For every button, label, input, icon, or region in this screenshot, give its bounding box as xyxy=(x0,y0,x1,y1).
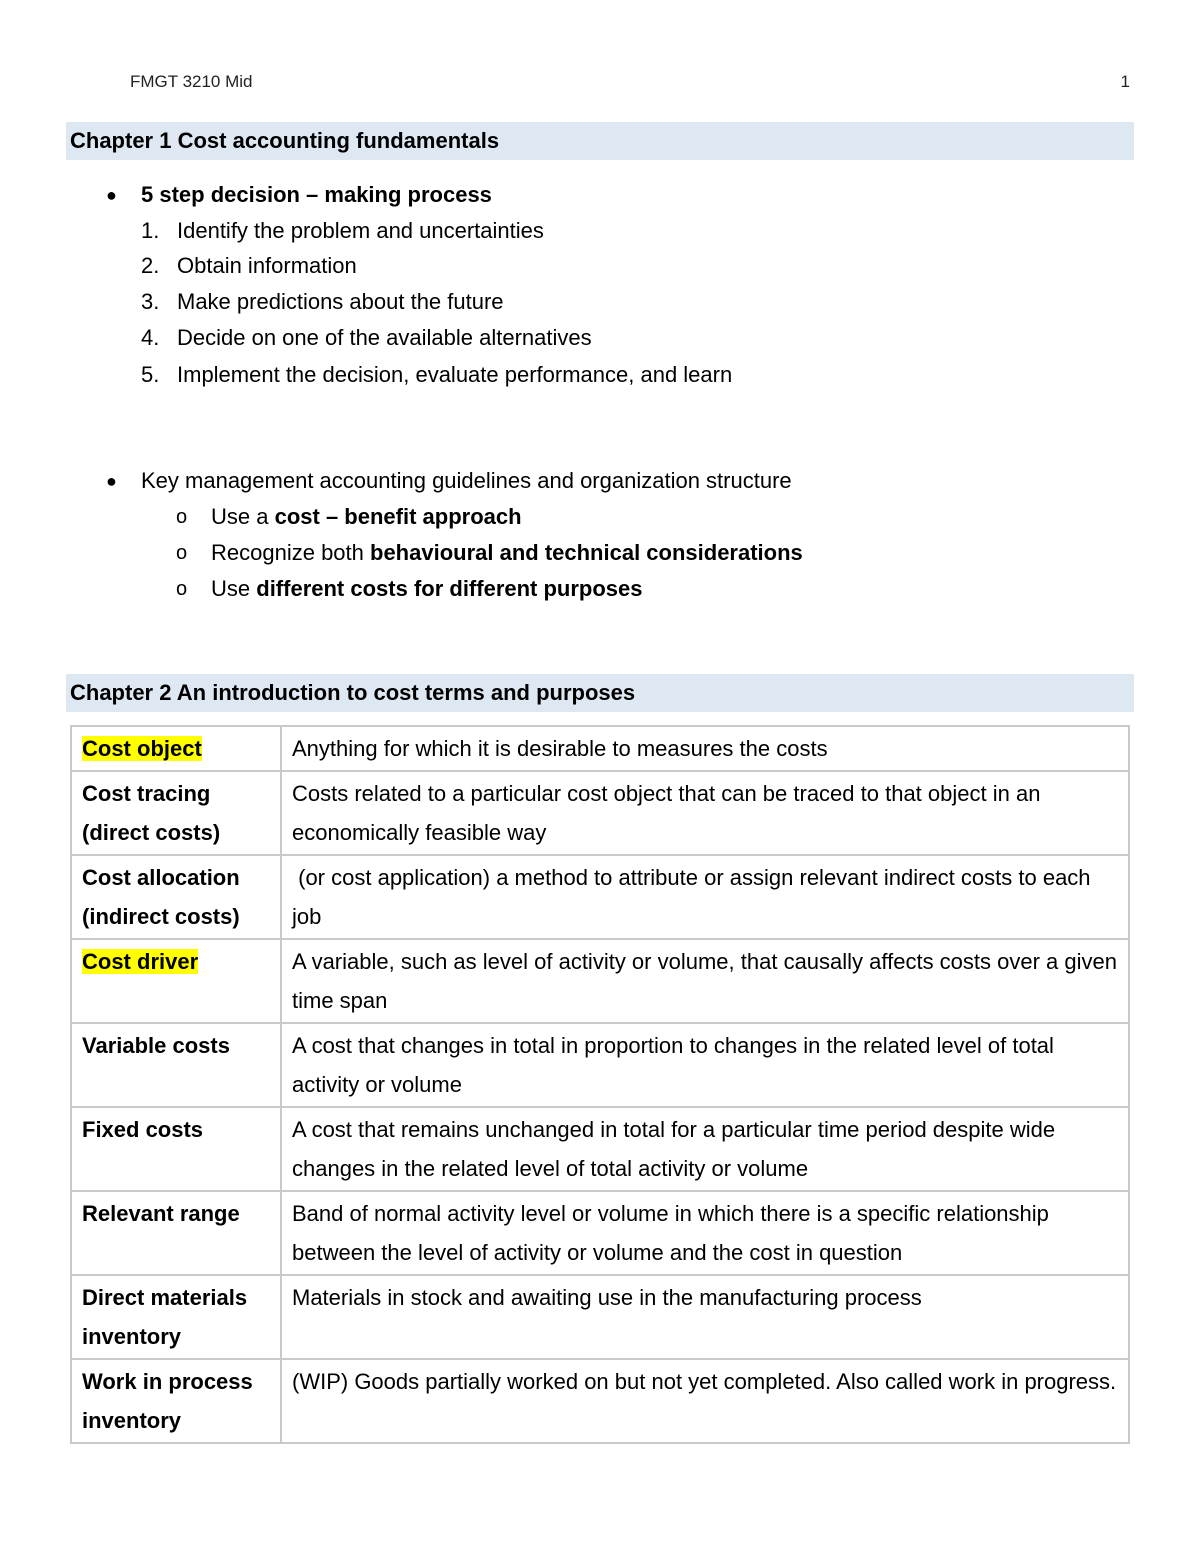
term-label: Cost object xyxy=(82,736,202,761)
step-number: 1. xyxy=(141,218,160,243)
bullet-icon: ● xyxy=(106,185,117,205)
cost-terms-table xyxy=(70,725,1130,1444)
term-cell: Variable costs xyxy=(71,1023,281,1107)
guideline-prefix: Use a xyxy=(211,504,275,529)
table-row xyxy=(71,771,1129,855)
guideline-bold: cost – benefit approach xyxy=(274,504,522,529)
guideline-item xyxy=(211,538,803,568)
guideline-bold: behavioural and technical considerations xyxy=(370,540,803,565)
table-row xyxy=(71,1359,1129,1443)
table-row xyxy=(71,1023,1129,1107)
step-number: 5. xyxy=(141,362,160,387)
term-cell: Fixed costs xyxy=(71,1107,281,1191)
process-title: 5 step decision – making process xyxy=(141,182,492,207)
definition-cell: Anything for which it is desirable to measures the costs xyxy=(281,726,1129,771)
page-header xyxy=(130,72,1130,98)
term-cell xyxy=(71,726,281,771)
guideline-item xyxy=(211,502,522,532)
term-cell: Work in process inventory xyxy=(71,1359,281,1443)
table-row xyxy=(71,1275,1129,1359)
guideline-item xyxy=(211,574,643,604)
term-cell: Cost tracing (direct costs) xyxy=(71,771,281,855)
bullet-icon: ● xyxy=(106,471,117,491)
term-cell: Relevant range xyxy=(71,1191,281,1275)
term-cell: Cost allocation (indirect costs) xyxy=(71,855,281,939)
guideline-prefix: Recognize both xyxy=(211,540,370,565)
process-step: Identify the problem and uncertainties xyxy=(177,218,544,243)
chapter-2-heading: Chapter 2 An introduction to cost terms and purposes xyxy=(66,674,1134,712)
step-number: 3. xyxy=(141,289,160,314)
step-number: 4. xyxy=(141,325,160,350)
process-step: Make predictions about the future xyxy=(177,289,504,314)
circle-bullet-icon: o xyxy=(176,578,188,600)
definition-cell: Materials in stock and awaiting use in the manufacturing process xyxy=(281,1275,1129,1359)
header-title: FMGT 3210 Mid xyxy=(130,72,253,91)
table-row xyxy=(71,726,1129,771)
page-number: 1 xyxy=(1120,72,1130,91)
process-step: Decide on one of the available alternatives xyxy=(177,325,592,350)
process-step: Obtain information xyxy=(177,253,357,278)
definition-cell: Costs related to a particular cost object that can be traced to that object in an economically feasible way xyxy=(281,771,1129,855)
step-number: 2. xyxy=(141,253,160,278)
term-cell: Direct materials inventory xyxy=(71,1275,281,1359)
definition-cell: A cost that remains unchanged in total for a particular time period despite wide changes in the related level of total activity or volume xyxy=(281,1107,1129,1191)
definition-cell: Band of normal activity level or volume in which there is a specific relationship between the level of activity or volume and the cost in question xyxy=(281,1191,1129,1275)
definition-cell: A variable, such as level of activity or volume, that causally affects costs over a given time span xyxy=(281,939,1129,1023)
guideline-prefix: Use xyxy=(211,576,257,601)
term-label: Cost driver xyxy=(82,949,199,974)
process-step: Implement the decision, evaluate performance, and learn xyxy=(177,362,733,387)
table-row xyxy=(71,1191,1129,1275)
table-row xyxy=(71,1107,1129,1191)
definition-cell: (or cost application) a method to attribute or assign relevant indirect costs to each job xyxy=(281,855,1129,939)
definition-cell: (WIP) Goods partially worked on but not yet completed. Also called work in progress. xyxy=(281,1359,1129,1443)
guidelines-title: Key management accounting guidelines and organization structure xyxy=(141,468,792,493)
circle-bullet-icon: o xyxy=(176,542,188,564)
term-cell xyxy=(71,939,281,1023)
table-row xyxy=(71,855,1129,939)
circle-bullet-icon: o xyxy=(176,506,188,528)
guideline-bold: different costs for different purposes xyxy=(256,576,643,601)
chapter-1-heading: Chapter 1 Cost accounting fundamentals xyxy=(66,122,1134,160)
definition-cell: A cost that changes in total in proportion to changes in the related level of total activity or volume xyxy=(281,1023,1129,1107)
table-row xyxy=(71,939,1129,1023)
